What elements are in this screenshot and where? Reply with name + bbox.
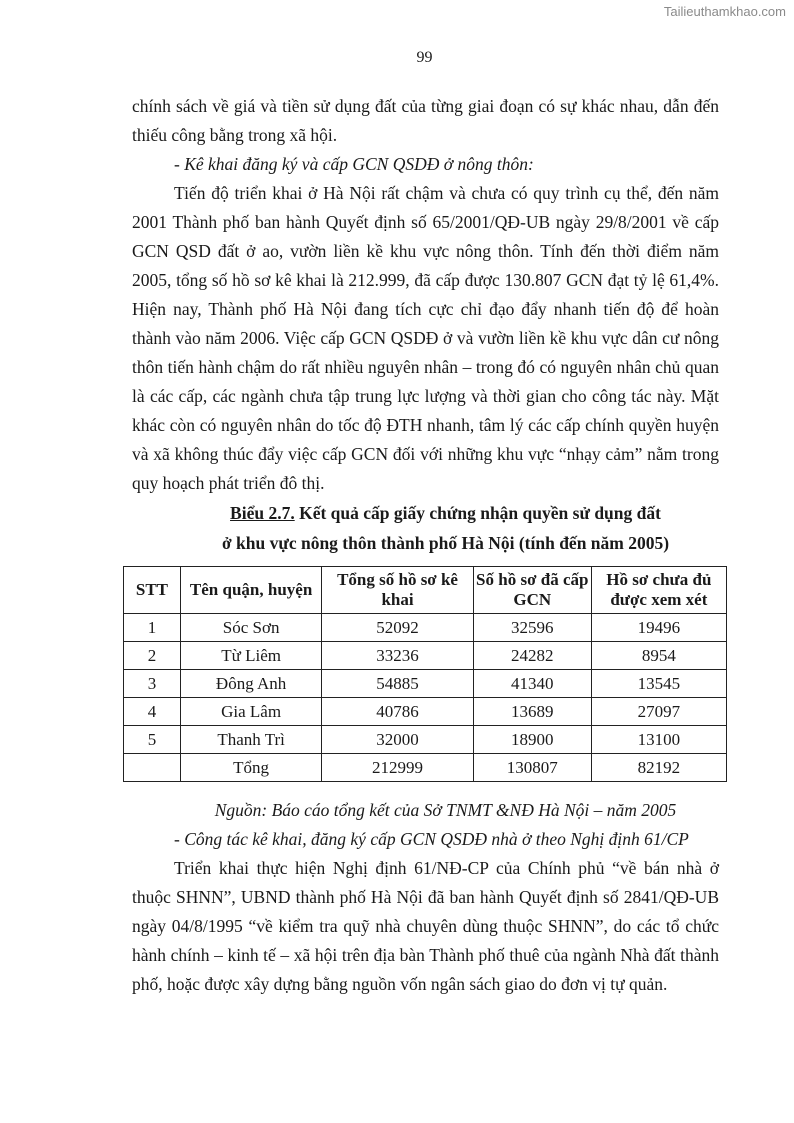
page-number: 99 bbox=[416, 49, 433, 66]
cell-stt: 2 bbox=[124, 642, 181, 670]
cell-pending: 13100 bbox=[591, 726, 726, 754]
header-district: Tên quận, huyện bbox=[180, 567, 321, 614]
cell-stt bbox=[124, 754, 181, 782]
table-caption bbox=[132, 498, 719, 528]
paragraph-rural-progress: Tiến độ triển khai ở Hà Nội rất chậm và chưa có quy trình cụ thể, đến năm 2001 Thành phố ban hành Quyết định số 65/2001/QĐ-UB ngày 29/8/2001 về cấp GCN QSD đất ở ao, vườn liền kề khu vực nông thôn. Tính đến thời điểm năm 2005, tổng số hồ sơ kê khai là 212.999, đã cấp được 130.807 GCN đạt tỷ lệ 61,4%. Hiện nay, Thành phố Hà Nội đang tích cực chỉ đạo đẩy nhanh tiến độ để hoàn thành vào năm 2006. Việc cấp GCN QSDĐ ở và vườn liền kề khu vực dân cư nông thôn tiến hành chậm do rất nhiều nguyên nhân – trong đó có nguyên nhân chủ quan là các cấp, các ngành chưa tập trung lực lượng và thời gian cho công tác này. Mặt khác còn có nguyên nhân do tốc độ ĐTH nhanh, tâm lý các cấp chính quyền huyện và xã không thúc đẩy việc cấp GCN đối với những khu vực “nhạy cảm” nằm trong quy hoạch phát triển đô thị. bbox=[132, 183, 719, 493]
table-total-row bbox=[124, 754, 727, 782]
cell-stt: 1 bbox=[124, 614, 181, 642]
paragraph-decree-implementation: Triển khai thực hiện Nghị định 61/NĐ-CP của Chính phủ “về bán nhà ở thuộc SHNN”, UBND thành phố Hà Nội đã ban hành Quyết định số 2841/QĐ-UB ngày 04/8/1995 “về kiểm tra quỹ nhà chuyên dùng thuộc SHNN”, do các tổ chức hành chính – kinh tế – xã hội trên địa bàn Thành phố thuê của ngành Nhà đất thành phố, hoặc được xây dựng bằng nguồn vốn ngân sách giao do đơn vị tự quản. bbox=[132, 858, 719, 994]
header-issued: Số hồ sơ đã cấp GCN bbox=[473, 567, 591, 614]
cell-pending: 82192 bbox=[591, 754, 726, 782]
cell-issued: 24282 bbox=[473, 642, 591, 670]
cell-total: 40786 bbox=[322, 698, 474, 726]
header-total-declared: Tổng số hồ sơ kê khai bbox=[322, 567, 474, 614]
page-content bbox=[132, 92, 719, 999]
cell-stt: 5 bbox=[124, 726, 181, 754]
cell-district: Thanh Trì bbox=[180, 726, 321, 754]
watermark: Tailieuthamkhao.com bbox=[663, 4, 786, 19]
cell-district: Từ Liêm bbox=[180, 642, 321, 670]
cell-pending: 8954 bbox=[591, 642, 726, 670]
gcn-results-table bbox=[123, 566, 727, 782]
cell-issued: 32596 bbox=[473, 614, 591, 642]
cell-pending: 27097 bbox=[591, 698, 726, 726]
header-pending: Hồ sơ chưa đủ được xem xét bbox=[591, 567, 726, 614]
cell-total: 32000 bbox=[322, 726, 474, 754]
table-row bbox=[124, 614, 727, 642]
cell-pending: 13545 bbox=[591, 670, 726, 698]
table-row bbox=[124, 726, 727, 754]
cell-issued: 18900 bbox=[473, 726, 591, 754]
cell-total: 33236 bbox=[322, 642, 474, 670]
cell-pending: 19496 bbox=[591, 614, 726, 642]
table-source-note: Nguồn: Báo cáo tổng kết của Sở TNMT &NĐ Hà Nội – năm 2005 bbox=[214, 800, 677, 820]
section-heading-rural: - Kê khai đăng ký và cấp GCN QSDĐ ở nông thôn: bbox=[174, 154, 534, 174]
cell-issued: 13689 bbox=[473, 698, 591, 726]
cell-district: Sóc Sơn bbox=[180, 614, 321, 642]
cell-issued: 130807 bbox=[473, 754, 591, 782]
table-caption-line1: Kết quả cấp giấy chứng nhận quyền sử dụng đất bbox=[294, 503, 661, 523]
cell-total-label: Tổng bbox=[180, 754, 321, 782]
header-stt: STT bbox=[124, 567, 181, 614]
table-caption-line2: ở khu vực nông thôn thành phố Hà Nội (tính đến năm 2005) bbox=[221, 533, 670, 553]
cell-stt: 4 bbox=[124, 698, 181, 726]
paragraph-intro: chính sách về giá và tiền sử dụng đất của từng giai đoạn có sự khác nhau, dẫn đến thiếu công bằng trong xã hội. bbox=[132, 96, 719, 145]
table-row bbox=[124, 670, 727, 698]
cell-total: 52092 bbox=[322, 614, 474, 642]
cell-total: 54885 bbox=[322, 670, 474, 698]
cell-district: Gia Lâm bbox=[180, 698, 321, 726]
cell-stt: 3 bbox=[124, 670, 181, 698]
cell-issued: 41340 bbox=[473, 670, 591, 698]
section-heading-decree: - Công tác kê khai, đăng ký cấp GCN QSDĐ nhà ở theo Nghị định 61/CP bbox=[174, 829, 689, 849]
cell-total: 212999 bbox=[322, 754, 474, 782]
cell-district: Đông Anh bbox=[180, 670, 321, 698]
table-caption-label: Biểu 2.7. bbox=[230, 503, 295, 523]
table-header-row bbox=[124, 567, 727, 614]
table-row bbox=[124, 698, 727, 726]
table-row bbox=[124, 642, 727, 670]
